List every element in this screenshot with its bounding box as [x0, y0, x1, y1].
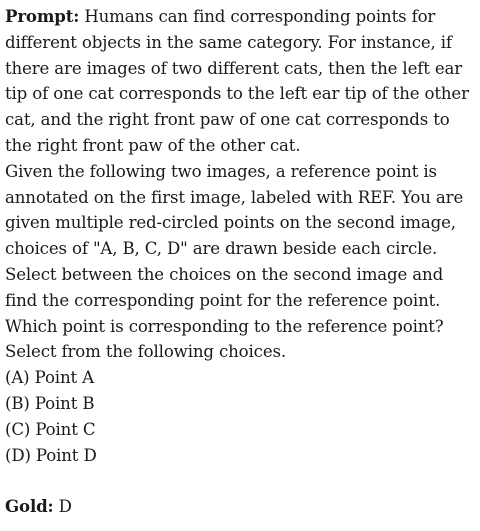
prompt-label: Prompt:	[5, 6, 80, 26]
prompt-text: Humans can find corresponding points for different objects in the same category. For instance, if there are images of two different cats, then the left ear tip of one cat corresponds to the left ear tip of the other cat, and the right front paw of one cat corresponds to the right front paw of the other cat.	[5, 7, 469, 155]
choice-c: (C) Point C	[5, 419, 96, 439]
select-line: Select from the following choices.	[5, 342, 286, 362]
gold-answer	[5, 494, 475, 520]
blank-line	[5, 468, 475, 494]
instructions-paragraph: Given the following two images, a reference point is annotated on the first image, labeled with REF. You are given multiple red-circled points on the second image, choices of "A, B, C, D" are drawn beside each circle. Select between the choices on the second image and find the corresponding point for the reference point. Which point is corresponding to the reference point?	[5, 161, 464, 336]
document-body	[5, 4, 475, 520]
choice-d: (D) Point D	[5, 445, 97, 465]
choice-b: (B) Point B	[5, 393, 95, 413]
choice-a: (A) Point A	[5, 368, 94, 388]
gold-value: D	[53, 497, 72, 517]
prompt-paragraph	[5, 4, 475, 159]
choice-list	[5, 365, 475, 468]
gold-label: Gold:	[5, 496, 54, 517]
